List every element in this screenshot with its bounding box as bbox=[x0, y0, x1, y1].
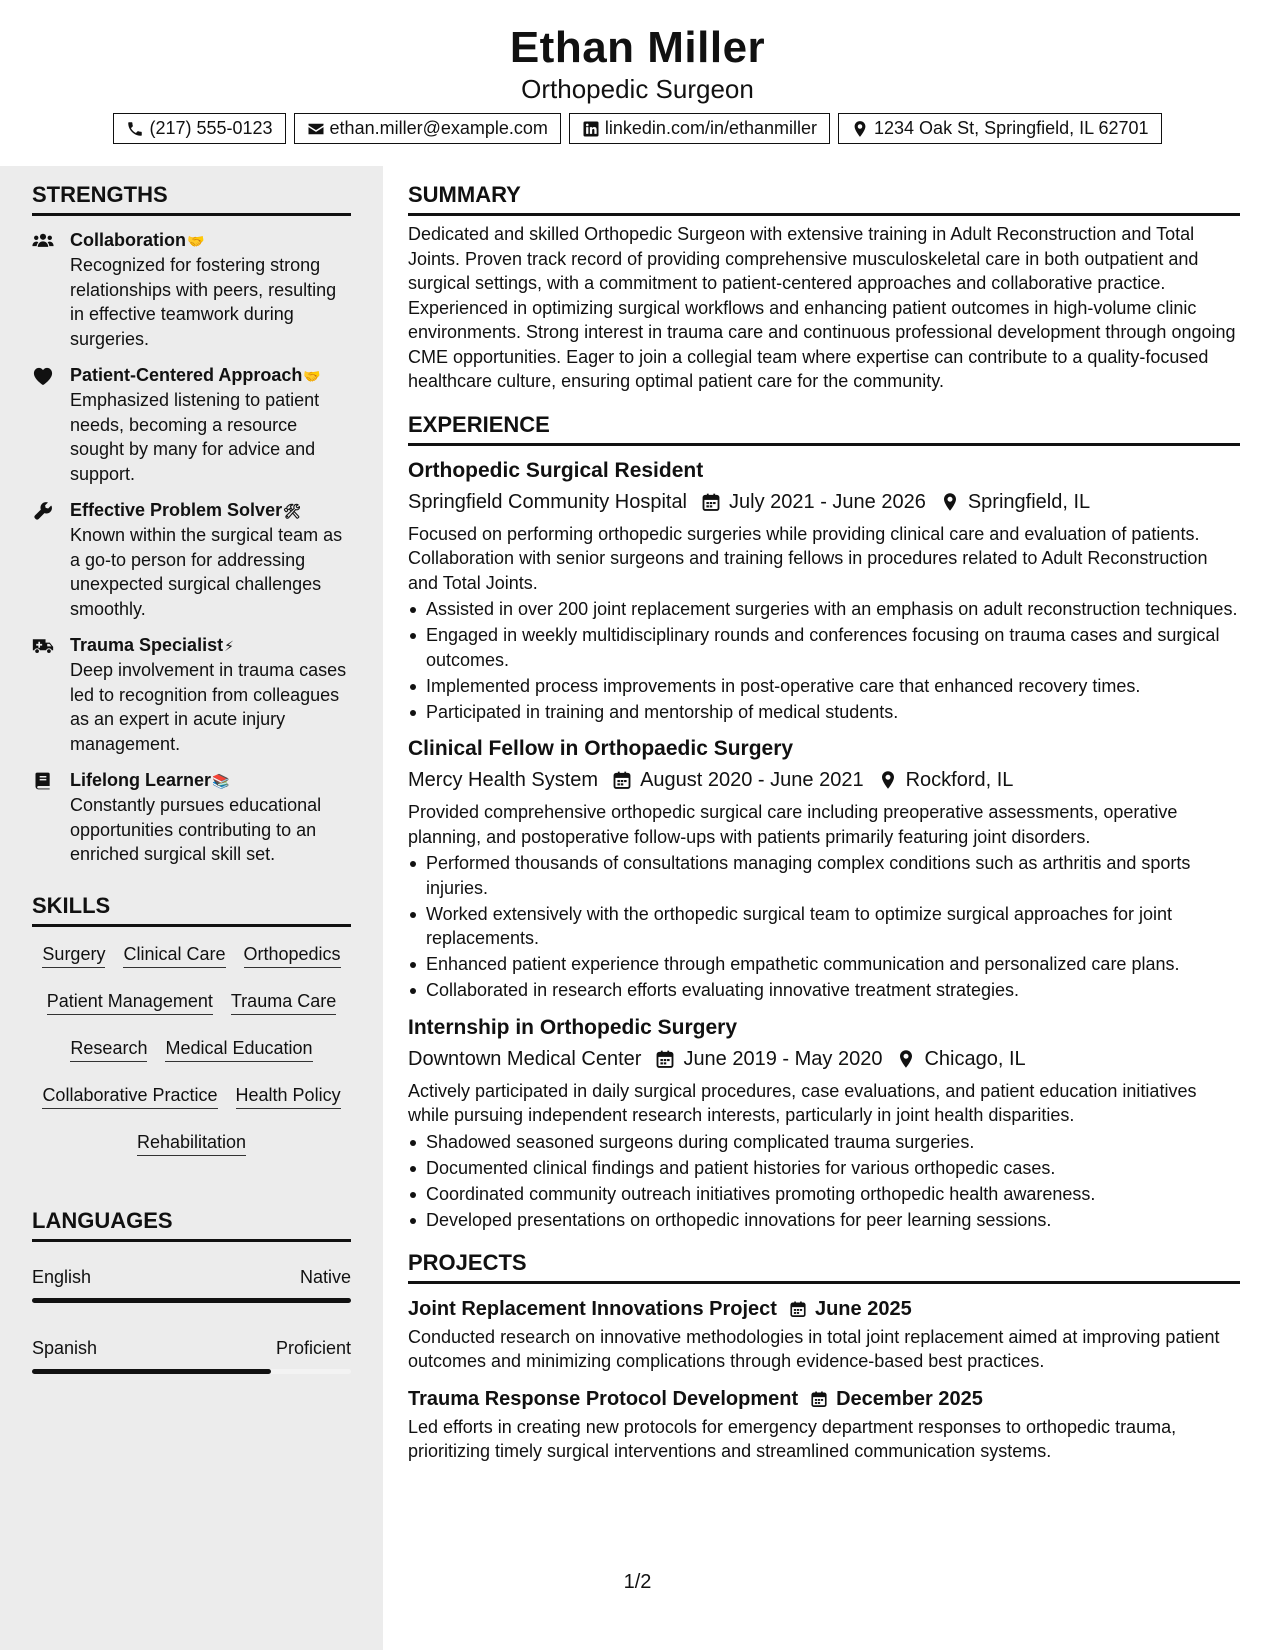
job-org: Mercy Health System bbox=[408, 769, 599, 791]
strength-text: Constantly pursues educational opportunities contributing to an enriched surgical skill set. bbox=[70, 795, 322, 864]
skill-tag: Orthopedics bbox=[244, 943, 341, 968]
bullet-item: Shadowed seasoned surgeons during complicated trauma surgeries. bbox=[408, 1130, 1240, 1155]
contact-email[interactable] bbox=[294, 113, 561, 144]
calendar-icon bbox=[655, 1049, 675, 1069]
resume-header bbox=[0, 22, 1275, 104]
strength-text: Deep involvement in trauma cases led to recognition from colleagues as an expert in acute injury management. bbox=[70, 660, 347, 754]
job-location: Chicago, IL bbox=[924, 1047, 1026, 1070]
location-pin-icon bbox=[851, 120, 869, 138]
projects-heading: PROJECTS bbox=[408, 1249, 527, 1275]
strength-title: Effective Problem Solver bbox=[70, 500, 283, 520]
job-org: Springfield Community Hospital bbox=[408, 490, 688, 513]
linkedin-text: linkedin.com/in/ethanmiller bbox=[604, 118, 818, 138]
job-description: Provided comprehensive orthopedic surgical care including preoperative assessments, operative planning, and postoperative follow-ups with patients primarily featuring joint disorders. bbox=[408, 802, 1178, 847]
strength-title: Patient-Centered Approach bbox=[70, 365, 303, 385]
job-dates: June 2019 - May 2020 bbox=[683, 1047, 883, 1070]
language-proficiency-fill bbox=[32, 1298, 351, 1303]
language-name: English bbox=[32, 1266, 92, 1287]
skill-tag: Health Policy bbox=[236, 1084, 341, 1109]
phone-icon bbox=[126, 120, 144, 138]
book-icon bbox=[32, 768, 70, 867]
skill-tag: Patient Management bbox=[47, 990, 213, 1015]
bullet-item: Worked extensively with the orthopedic surgical team to optimize surgical approaches for joint replacements. bbox=[408, 902, 1240, 951]
language-proficiency-fill bbox=[32, 1369, 271, 1374]
summary-text: Dedicated and skilled Orthopedic Surgeon with extensive training in Adult Reconstruction and Total Joints. Proven track record of providing comprehensive musculoskeletal care in both outpatient and surgical settings, with a commitment to patient-centered approaches and collaborative practice. Experienced in optimizing surgical workflows and enhancing patient outcomes in high-volume clinic environments. Strong interest in trauma care and continuous professional development through ongoing CME opportunities. Eager to join a collegial team where expertise can contribute to a quality-focused healthcare culture, ensuring optimal patient care for the community. bbox=[408, 224, 1236, 391]
job-description: Actively participated in daily surgical procedures, case evaluations, and patient education initiatives while pursuing independent research interests, particularly in joint health disparities. bbox=[408, 1080, 1197, 1125]
bullet-item: Implemented process improvements in post-operative care that enhanced recovery times. bbox=[408, 674, 1240, 699]
project-entry bbox=[408, 1296, 1240, 1374]
tools-icon: 🛠 bbox=[283, 503, 301, 519]
summary-heading: SUMMARY bbox=[408, 182, 521, 207]
strength-title: Trauma Specialist bbox=[70, 635, 224, 655]
job-title: Clinical Fellow in Orthopaedic Surgery bbox=[408, 737, 794, 760]
strength-title: Collaboration bbox=[70, 230, 186, 250]
language-level: Proficient bbox=[275, 1337, 351, 1358]
job-entry bbox=[408, 458, 1240, 725]
ambulance-icon bbox=[32, 633, 70, 756]
skill-tag: Trauma Care bbox=[231, 990, 336, 1015]
language-proficiency-bar bbox=[32, 1369, 351, 1374]
strength-text: Emphasized listening to patient needs, becoming a resource sought by many for advice and support. bbox=[70, 390, 320, 484]
language-name: Spanish bbox=[32, 1337, 98, 1358]
section-divider bbox=[32, 1239, 351, 1242]
project-description: Conducted research on innovative methodologies in total joint replacement aimed at improving patient outcomes and minimizing complications through evidence-based best practices. bbox=[408, 1326, 1220, 1371]
person-title: Orthopedic Surgeon bbox=[521, 74, 754, 104]
bullet-item: Coordinated community outreach initiatives promoting orthopedic health awareness. bbox=[408, 1182, 1240, 1207]
lightning-icon: ⚡ bbox=[224, 638, 234, 654]
skills-list bbox=[32, 943, 351, 1156]
strength-title: Lifelong Learner bbox=[70, 770, 212, 790]
strengths-heading: STRENGTHS bbox=[32, 182, 168, 207]
bullet-item: Assisted in over 200 joint replacement surgeries with an emphasis on adult reconstruction techniques. bbox=[408, 597, 1240, 622]
handshake-icon: 🤝 bbox=[187, 233, 205, 249]
job-description: Focused on performing orthopedic surgeries while providing clinical care and evaluation of patients. Collaboration with senior surgeons and training fellows in procedures related to Adult Reconstruction and Total Joints. bbox=[408, 523, 1208, 593]
job-bullets bbox=[408, 851, 1240, 1003]
strength-item bbox=[32, 228, 351, 351]
contact-address[interactable] bbox=[838, 113, 1162, 144]
skill-tag: Clinical Care bbox=[123, 943, 225, 968]
contact-bar bbox=[0, 113, 1275, 144]
contact-phone[interactable] bbox=[113, 113, 285, 144]
location-pin-icon bbox=[940, 492, 960, 512]
skill-tag: Collaborative Practice bbox=[42, 1084, 217, 1109]
job-location: Rockford, IL bbox=[905, 769, 1014, 791]
job-entry bbox=[408, 736, 1240, 1003]
strength-item bbox=[32, 633, 351, 756]
project-entry bbox=[408, 1386, 1240, 1464]
bullet-item: Participated in training and mentorship of medical students. bbox=[408, 700, 1240, 725]
project-title: Joint Replacement Innovations Project bbox=[408, 1297, 777, 1320]
job-org: Downtown Medical Center bbox=[408, 1047, 642, 1070]
job-bullets bbox=[408, 597, 1240, 724]
person-name: Ethan Miller bbox=[509, 23, 766, 72]
heart-icon bbox=[32, 363, 70, 486]
section-divider bbox=[408, 1281, 1240, 1284]
language-level: Native bbox=[299, 1266, 351, 1287]
section-divider bbox=[408, 213, 1240, 216]
strength-text: Recognized for fostering strong relationships with peers, resulting in effective teamwork during surgeries. bbox=[70, 255, 337, 349]
language-item bbox=[32, 1337, 351, 1374]
job-title: Orthopedic Surgical Resident bbox=[408, 458, 704, 482]
books-icon: 📚 bbox=[212, 773, 230, 789]
linkedin-icon bbox=[582, 120, 600, 138]
experience-heading: EXPERIENCE bbox=[408, 411, 550, 437]
skill-tag: Research bbox=[70, 1037, 147, 1062]
languages-heading: LANGUAGES bbox=[32, 1207, 173, 1233]
main-content bbox=[408, 166, 1240, 1464]
bullet-item: Developed presentations on orthopedic innovations for peer learning sessions. bbox=[408, 1208, 1240, 1233]
location-pin-icon bbox=[878, 770, 898, 790]
users-icon bbox=[32, 228, 70, 351]
strength-item bbox=[32, 768, 351, 867]
calendar-icon bbox=[810, 1390, 828, 1408]
bullet-item: Documented clinical findings and patient histories for various orthopedic cases. bbox=[408, 1156, 1240, 1181]
strength-item bbox=[32, 498, 351, 621]
section-divider bbox=[32, 213, 351, 216]
strength-item bbox=[32, 363, 351, 486]
calendar-icon bbox=[701, 492, 721, 512]
skill-tag: Medical Education bbox=[165, 1037, 312, 1062]
strength-text: Known within the surgical team as a go-to person for addressing unexpected surgical challenges smoothly. bbox=[70, 525, 343, 619]
skills-heading: SKILLS bbox=[32, 892, 111, 918]
job-title: Internship in Orthopedic Surgery bbox=[408, 1015, 738, 1039]
address-text: 1234 Oak St, Springfield, IL 62701 bbox=[874, 118, 1149, 138]
job-location: Springfield, IL bbox=[967, 490, 1091, 513]
project-date: June 2025 bbox=[814, 1297, 912, 1320]
project-description: Led efforts in creating new protocols for emergency department responses to orthopedic trauma, prioritizing timely surgical interventions and streamlined communication systems. bbox=[408, 1416, 1177, 1461]
handshake-icon: 🤝 bbox=[303, 368, 321, 384]
job-entry bbox=[408, 1015, 1240, 1233]
email-icon bbox=[307, 120, 325, 138]
calendar-icon bbox=[612, 770, 632, 790]
page-number: 1/2 bbox=[623, 1571, 652, 1593]
bullet-item: Collaborated in research efforts evaluating innovative treatment strategies. bbox=[408, 978, 1240, 1003]
email-text: ethan.miller@example.com bbox=[329, 118, 548, 138]
section-divider bbox=[32, 924, 351, 927]
calendar-icon bbox=[789, 1300, 807, 1318]
job-dates: July 2021 - June 2026 bbox=[729, 490, 926, 513]
bullet-item: Enhanced patient experience through empathetic communication and personalized care plans. bbox=[408, 952, 1240, 977]
location-pin-icon bbox=[896, 1049, 916, 1069]
wrench-icon bbox=[32, 498, 70, 621]
phone-text: (217) 555-0123 bbox=[149, 118, 273, 138]
skill-tag: Rehabilitation bbox=[137, 1131, 246, 1156]
bullet-item: Performed thousands of consultations managing complex conditions such as arthritis and sports injuries. bbox=[408, 851, 1240, 900]
language-proficiency-bar bbox=[32, 1298, 351, 1303]
job-bullets bbox=[408, 1130, 1240, 1233]
bullet-item: Engaged in weekly multidisciplinary rounds and conferences focusing on trauma cases and surgical outcomes. bbox=[408, 623, 1240, 672]
language-item bbox=[32, 1266, 351, 1303]
contact-linkedin[interactable] bbox=[569, 113, 830, 144]
sidebar bbox=[0, 166, 383, 1650]
project-date: December 2025 bbox=[836, 1387, 983, 1410]
skill-tag: Surgery bbox=[42, 943, 105, 968]
section-divider bbox=[408, 443, 1240, 446]
project-title: Trauma Response Protocol Development bbox=[408, 1387, 799, 1410]
job-dates: August 2020 - June 2021 bbox=[640, 769, 864, 791]
